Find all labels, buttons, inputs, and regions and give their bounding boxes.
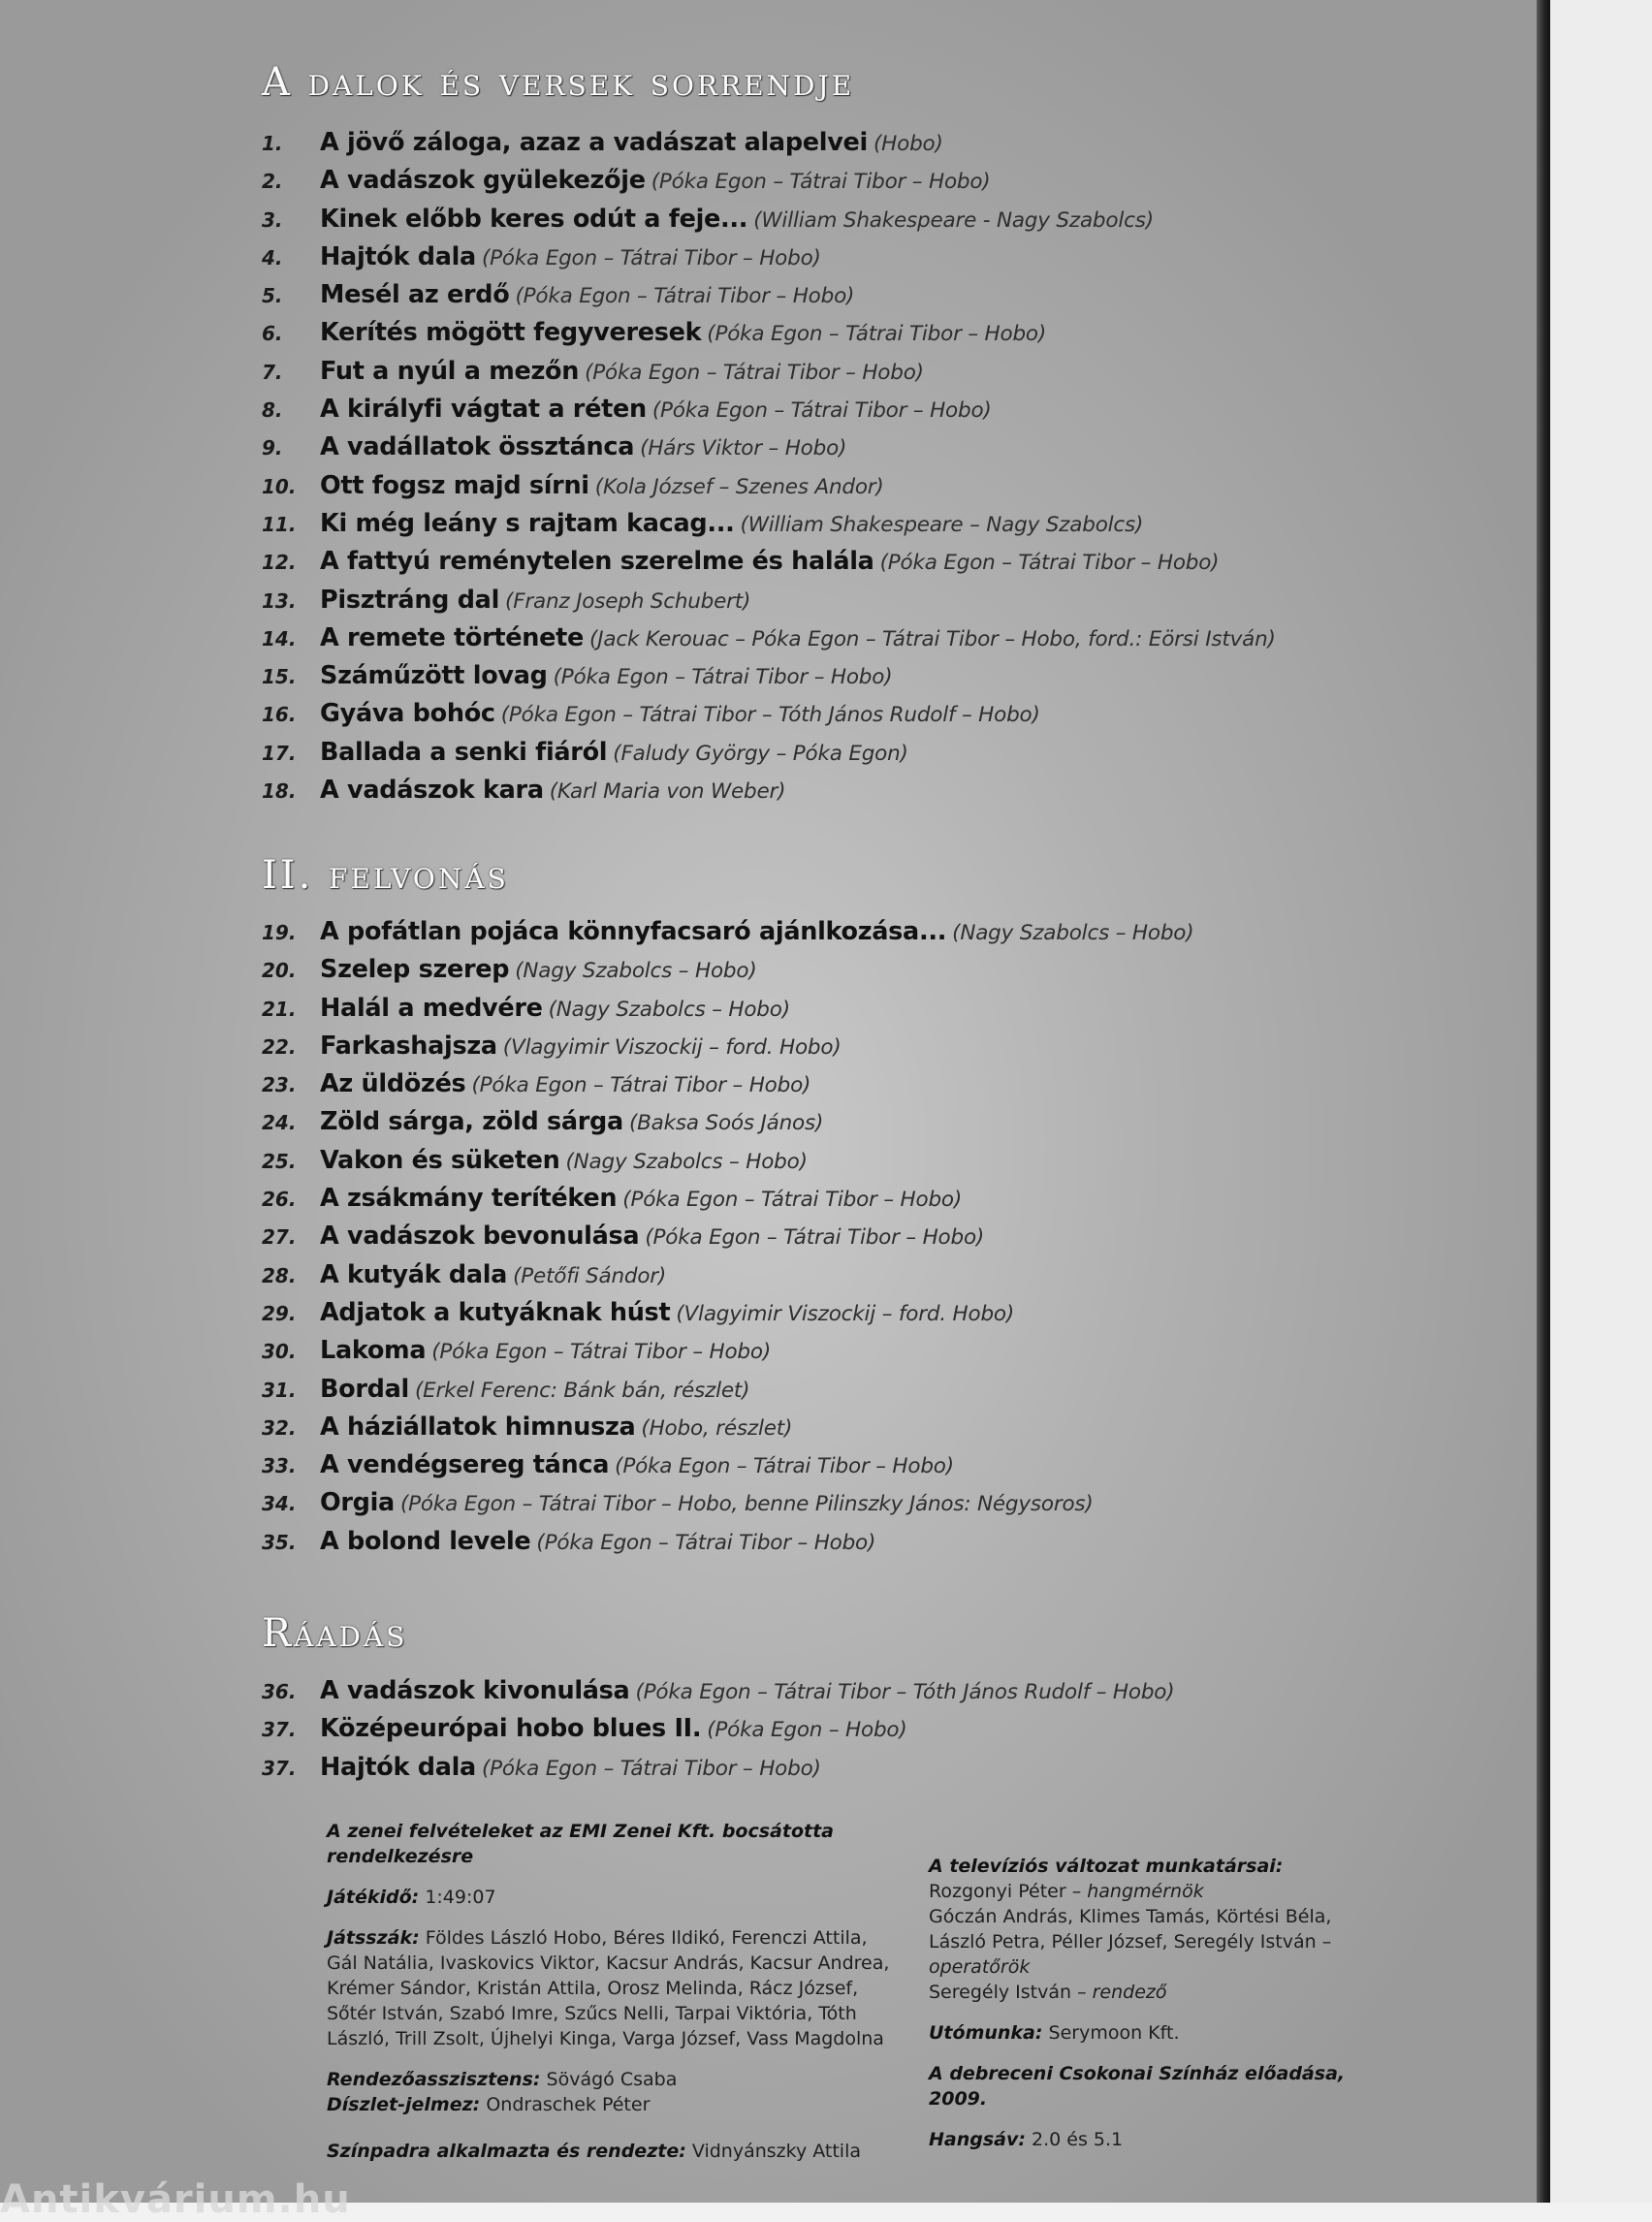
track-number: 9.: [262, 436, 283, 460]
post-production-value: Serymoon Kft.: [1048, 2022, 1180, 2044]
tv-crew-label: A televíziós változat munkatársai:: [929, 1856, 1284, 1877]
track-title: A pofátlan pojáca könnyfacsaró ajánlkozása...: [320, 917, 947, 946]
track-authors: (Póka Egon – Tátrai Tibor – Hobo): [651, 170, 991, 195]
track-title: A királyfi vágtat a réten: [320, 395, 647, 425]
track-number: 17.: [262, 741, 297, 765]
track-number: 19.: [262, 921, 297, 944]
tv-director-name: Seregély István: [929, 1982, 1072, 2003]
track-item: [262, 1065, 1193, 1103]
track-title: A vadászok gyülekezője: [320, 166, 646, 196]
track-item: [262, 695, 1276, 733]
track-title: A háziállatok himnusza: [320, 1412, 636, 1442]
sound-engineer-role: hangmérnök: [1087, 1881, 1204, 1902]
track-authors: (Póka Egon – Tátrai Tibor – Tóth János Rudolf – Hobo): [500, 703, 1040, 728]
track-number: 36.: [262, 1680, 297, 1703]
section-title-act2: II. felvonás: [262, 853, 509, 898]
track-authors: (Erkel Ferenc: Bánk bán, részlet): [414, 1378, 750, 1403]
track-item: [262, 201, 1276, 238]
track-title: Mesél az erdő: [320, 280, 510, 310]
track-number: 2.: [262, 170, 283, 194]
track-authors: (Póka Egon – Tátrai Tibor – Hobo): [481, 1756, 821, 1781]
track-item: [262, 734, 1276, 772]
track-item: [262, 990, 1193, 1028]
track-item: [262, 1180, 1193, 1218]
track-item: [262, 1332, 1193, 1370]
track-authors: (Póka Egon – Tátrai Tibor – Hobo): [651, 398, 992, 424]
audio-label: Hangsáv:: [929, 2129, 1026, 2150]
track-number: 37.: [262, 1718, 297, 1742]
track-item: [262, 1256, 1193, 1294]
track-item: [262, 429, 1276, 466]
track-number: 7.: [262, 360, 283, 384]
tv-director-role: rendező: [1092, 1982, 1167, 2003]
track-item: [262, 353, 1276, 391]
track-authors: (Póka Egon – Tátrai Tibor – Hobo): [622, 1188, 963, 1213]
adaptation-label: Színpadra alkalmazta és rendezte:: [327, 2141, 686, 2162]
track-authors: (William Shakespeare - Nagy Szabolcs): [753, 207, 1154, 233]
track-title: Lakoma: [320, 1336, 427, 1366]
cast-value: Földes László Hobo, Béres Ildikó, Ferenczi Attila, Gál Natália, Ivaskovics Viktor, Kacsur András, Kacsur Andrea, Krémer Sándor, Kristán Attila, Orosz Melinda, Rácz József, Sőtér István, Szabó Imre, Szűcs Nelli, Tarpai Viktória, Tóth László, Trill Zsolt, Újhelyi Kinga, Varga József, Vass Magdolna: [327, 1927, 890, 2049]
track-title: A remete története: [320, 622, 585, 652]
track-number: 10.: [262, 474, 297, 498]
track-title: A vadászok bevonulása: [320, 1222, 640, 1252]
runtime-label: Játékidő:: [327, 1887, 420, 1908]
track-number: 18.: [262, 779, 297, 804]
track-number: 34.: [262, 1492, 297, 1516]
track-authors: (Karl Maria von Weber): [549, 779, 786, 805]
track-title: A bolond levele: [320, 1526, 531, 1556]
background-surface: [1550, 0, 1652, 2203]
track-authors: (Hárs Viktor – Hobo): [640, 436, 847, 461]
track-authors: (Nagy Szabolcs – Hobo): [515, 959, 757, 984]
track-title: A fattyú reménytelen szerelme és halála: [320, 547, 874, 577]
track-authors: (Póka Egon – Tátrai Tibor – Tóth János Rudolf – Hobo): [635, 1680, 1175, 1704]
track-title: A zsákmány terítéken: [320, 1184, 618, 1214]
track-authors: (Póka Egon – Tátrai Tibor – Hobo, benne Pilinszky János: Négysoros): [399, 1492, 1094, 1517]
track-item: [262, 772, 1276, 809]
track-title: A jövő záloga, azaz a vadászat alapelvei: [320, 128, 868, 157]
assistant-label: Rendezőasszisztens:: [327, 2069, 541, 2090]
track-number: 27.: [262, 1225, 297, 1250]
track-authors: (William Shakespeare – Nagy Szabolcs): [740, 512, 1144, 537]
track-item: [262, 314, 1276, 352]
track-item: [262, 951, 1193, 989]
track-number: 1.: [262, 132, 283, 155]
track-number: 13.: [262, 588, 297, 613]
track-item: [262, 1484, 1193, 1522]
track-authors: (Baksa Soós János): [628, 1111, 824, 1136]
track-item: [262, 1142, 1193, 1180]
tracklist-encore: [262, 1672, 1174, 1787]
track-number: 11.: [262, 512, 297, 536]
track-item: [262, 124, 1276, 162]
track-authors: (Póka Egon – Tátrai Tibor – Hobo): [515, 284, 855, 309]
track-item: [262, 657, 1276, 695]
track-number: 37.: [262, 1756, 297, 1780]
track-title: Orgia: [320, 1488, 395, 1518]
track-authors: (Nagy Szabolcs – Hobo): [952, 921, 1194, 945]
track-number: 16.: [262, 703, 297, 727]
track-title: Halál a medvére: [320, 993, 543, 1023]
audio-value: 2.0 és 5.1: [1032, 2129, 1124, 2150]
track-title: Ott fogsz majd sírni: [320, 470, 589, 500]
track-number: 33.: [262, 1454, 297, 1478]
section-title-encore: Ráadás: [262, 1611, 408, 1656]
track-authors: (Póka Egon – Tátrai Tibor – Hobo): [471, 1073, 811, 1098]
credits-right: A televíziós változat munkatársai: Rozgonyi Péter – hangmérnök Góczán András, Klimes Tamás, Körtési Béla, László Petra, Péller József, Seregély István – operatőrök Seregély István – rendező Utómunka: Serymoon Kft. A debreceni Csokonai Színház előadása, 2009. Hangsáv: 2.0 és 5.1: [929, 1856, 1346, 2150]
track-title: Kinek előbb keres odút a feje...: [320, 204, 748, 234]
track-title: Középeurópai hobo blues II.: [320, 1714, 702, 1744]
track-number: 3.: [262, 207, 283, 232]
track-authors: (Hobo, részlet): [641, 1415, 793, 1441]
track-title: Hajtók dala: [320, 241, 476, 271]
track-authors: (Kola József – Szenes Andor): [594, 474, 884, 499]
credits-left: [327, 1819, 899, 2179]
track-number: 12.: [262, 551, 297, 575]
track-title: A vadállatok össztánca: [320, 432, 635, 462]
track-number: 6.: [262, 322, 283, 346]
track-item: [262, 467, 1276, 505]
track-item: [262, 162, 1276, 200]
track-item: [262, 1294, 1193, 1332]
track-title: Bordal: [320, 1374, 409, 1404]
assistant-value: Sövágó Csaba: [546, 2069, 678, 2090]
track-authors: (Póka Egon – Tátrai Tibor – Hobo): [707, 322, 1047, 347]
track-title: Kerítés mögött fegyveresek: [320, 318, 702, 348]
track-number: 15.: [262, 665, 297, 689]
track-item: [262, 505, 1276, 543]
track-number: 32.: [262, 1415, 297, 1440]
track-authors: (Póka Egon – Tátrai Tibor – Hobo): [536, 1530, 876, 1555]
track-authors: (Nagy Szabolcs – Hobo): [565, 1149, 808, 1174]
track-number: 4.: [262, 245, 283, 270]
track-item: [262, 276, 1276, 314]
track-number: 29.: [262, 1301, 297, 1325]
set-costume-label: Díszlet-jelmez:: [327, 2094, 481, 2115]
tracklist-act2: [262, 913, 1193, 1561]
track-title: A vendégsereg tánca: [320, 1450, 610, 1480]
track-title: Pisztráng dal: [320, 585, 500, 615]
track-authors: (Póka Egon – Tátrai Tibor – Hobo): [879, 551, 1220, 576]
track-item: [262, 1218, 1193, 1255]
track-title: Adjatok a kutyáknak húst: [320, 1297, 671, 1327]
track-title: Hajtók dala: [320, 1752, 476, 1782]
track-title: Vakon és süketen: [320, 1145, 560, 1175]
track-item: [262, 1672, 1174, 1710]
track-title: Gyáva bohóc: [320, 699, 495, 729]
watermark: Antikvárium.hu: [0, 2177, 351, 2222]
track-item: [262, 1409, 1193, 1446]
track-title: A vadászok kivonulása: [320, 1676, 630, 1705]
track-item: [262, 1446, 1193, 1484]
tracklist-act1: [262, 124, 1276, 809]
track-authors: (Faludy György – Póka Egon): [613, 741, 908, 766]
track-number: 26.: [262, 1188, 297, 1212]
track-number: 20.: [262, 959, 297, 983]
track-item: [262, 1371, 1193, 1409]
track-item: [262, 1028, 1193, 1065]
track-authors: (Petőfi Sándor): [513, 1263, 667, 1288]
section-title-order: A dalok és versek sorrendje: [262, 60, 855, 105]
track-title: Száműzött lovag: [320, 661, 548, 691]
performance-note: A debreceni Csokonai Színház előadása, 2009.: [929, 2063, 1346, 2110]
track-authors: (Jack Kerouac – Póka Egon – Tátrai Tibor – Hobo, ford.: Eörsi István): [589, 626, 1276, 651]
adaptation-value: Vidnyánszky Attila: [691, 2141, 862, 2162]
track-number: 22.: [262, 1034, 297, 1059]
track-item: [262, 913, 1193, 951]
operators-role: operatőrök: [929, 1956, 1031, 1978]
post-production-label: Utómunka:: [929, 2022, 1043, 2044]
track-number: 30.: [262, 1340, 297, 1364]
track-item: [262, 391, 1276, 429]
track-title: Zöld sárga, zöld sárga: [320, 1107, 623, 1137]
track-number: 28.: [262, 1263, 297, 1287]
track-authors: (Póka Egon – Tátrai Tibor – Hobo): [431, 1340, 772, 1365]
track-authors: (Vlagyimir Viszockij – ford. Hobo): [676, 1301, 1015, 1326]
track-authors: (Póka Egon – Tátrai Tibor – Hobo): [645, 1225, 985, 1251]
track-authors: (Hobo): [873, 132, 943, 156]
track-number: 24.: [262, 1111, 297, 1135]
track-authors: (Vlagyimir Viszockij – ford. Hobo): [502, 1034, 842, 1060]
track-title: Ki még leány s rajtam kacag...: [320, 508, 735, 538]
emi-note: A zenei felvételeket az EMI Zenei Kft. bocsátotta rendelkezésre: [327, 1821, 834, 1867]
page-edge-shadow: [1537, 0, 1550, 2203]
track-title: Szelep szerep: [320, 955, 510, 985]
track-number: 23.: [262, 1073, 297, 1097]
track-item: [262, 582, 1276, 619]
set-costume-value: Ondraschek Péter: [486, 2094, 651, 2115]
track-authors: (Franz Joseph Schubert): [505, 588, 751, 614]
track-number: 8.: [262, 398, 283, 423]
sound-engineer-name: Rozgonyi Péter: [929, 1881, 1066, 1902]
track-item: [262, 1710, 1174, 1748]
track-item: [262, 543, 1276, 581]
track-title: A kutyák dala: [320, 1259, 508, 1289]
track-number: 5.: [262, 284, 283, 308]
track-title: A vadászok kara: [320, 776, 544, 806]
track-authors: (Póka Egon – Hobo): [707, 1718, 907, 1743]
track-item: [262, 238, 1276, 276]
track-item: [262, 1523, 1193, 1561]
track-title: Az üldözés: [320, 1069, 466, 1099]
track-item: [262, 619, 1276, 657]
track-authors: (Póka Egon – Tátrai Tibor – Hobo): [615, 1454, 954, 1479]
track-item: [262, 1103, 1193, 1141]
track-item: [262, 1749, 1174, 1787]
track-authors: (Póka Egon – Tátrai Tibor – Hobo): [553, 665, 893, 690]
track-number: 21.: [262, 997, 297, 1021]
track-number: 14.: [262, 626, 297, 651]
track-number: 35.: [262, 1530, 297, 1554]
track-title: Fut a nyúl a mezőn: [320, 356, 580, 386]
track-number: 25.: [262, 1149, 297, 1173]
runtime-value: 1:49:07: [425, 1887, 496, 1908]
operators-names: Góczán András, Klimes Tamás, Körtési Béla, László Petra, Péller József, Seregély István: [929, 1906, 1332, 1952]
track-authors: (Póka Egon – Tátrai Tibor – Hobo): [585, 360, 924, 385]
track-title: Farkashajsza: [320, 1031, 497, 1061]
track-authors: (Póka Egon – Tátrai Tibor – Hobo): [481, 245, 821, 270]
track-number: 31.: [262, 1378, 297, 1402]
track-authors: (Nagy Szabolcs – Hobo): [548, 997, 790, 1022]
track-title: Ballada a senki fiáról: [320, 737, 608, 767]
cast-label: Játsszák:: [327, 1927, 420, 1949]
